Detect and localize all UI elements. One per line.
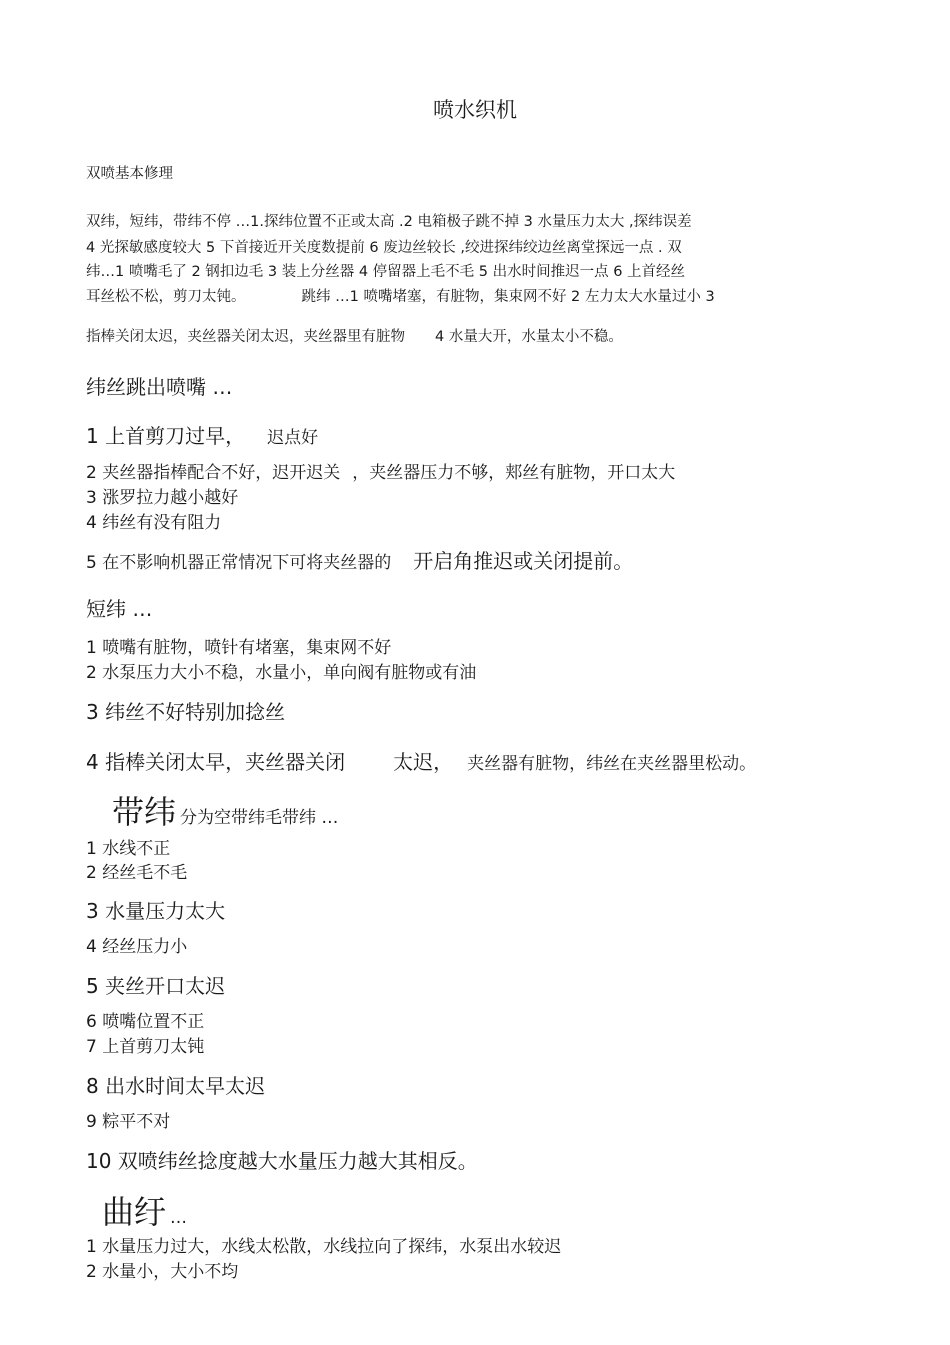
intro-line-3: 纬…1 喷嘴毛了 2 钢扣边毛 3 装上分丝器 4 停留器上毛不毛 5 出水时间推迟一点 6 上首经丝 [86, 264, 686, 280]
intro-line-4-part-b: 跳纬 …1 喷嘴堵塞，有脏物，集束网不好 2 左力太大水量过小 3 [301, 289, 715, 305]
section3-heading-text: 带纬 [112, 793, 177, 831]
section1-item-2 [86, 465, 675, 482]
intro-line-5-part-a: 指棒关闭太迟，夹丝器关闭太迟，夹丝器里有脏物 [86, 329, 405, 345]
section1-item-2-part-a: 2 夹丝器指棒配合不好，迟开迟关 [86, 463, 341, 483]
section-heading-with-weft [112, 793, 339, 831]
intro-line-5 [86, 330, 623, 345]
section1-item-2-part-b: ，夹丝器压力不够，郏丝有脏物，开口太大 [352, 463, 676, 483]
section1-item-1-part-a: 1 上首剪刀过早， [86, 424, 246, 448]
section1-item-4: 4 纬丝有没有阻力 [86, 513, 222, 533]
section3-item-10: 10 双喷纬丝捻度越大水量压力越大其相反。 [86, 1149, 478, 1173]
section2-item-2: 2 水泵压力大小不稳，水量小，单向阀有脏物或有油 [86, 663, 477, 683]
section4-heading-note: … [170, 1208, 188, 1228]
section-heading-short-weft: 短纬 … [86, 597, 153, 621]
section3-item-6: 6 喷嘴位置不正 [86, 1012, 205, 1032]
subtitle: 双喷基本修理 [86, 166, 173, 182]
section2-item-4-part-c: 夹丝器有脏物，纬丝在夹丝器里松动。 [467, 754, 757, 774]
section4-item-1: 1 水量压力过大，水线太松散，水线拉向了探纬，水泵出水较迟 [86, 1237, 562, 1257]
section2-item-4-part-b: 太迟， [393, 750, 454, 774]
section3-item-9: 9 粽平不对 [86, 1112, 171, 1132]
document-title: 喷水织机 [433, 98, 517, 122]
intro-line-2: 4 光探敏感度较大 5 下首接近开关度数提前 6 废边丝较长 ,绞进探纬绞边丝离堂探远一点 . 双 [86, 240, 682, 256]
intro-line-4 [86, 290, 715, 305]
intro-line-1: 双纬，短纬，带纬不停 …1.探纬位置不正或太高 .2 电箱极子跳不掉 3 水量压力太大 ,探纬误差 [86, 214, 692, 230]
intro-line-5-part-b: 4 水量大开，水量太小不稳。 [435, 329, 623, 345]
section-heading-weft-out-of-nozzle: 纬丝跳出喷嘴 … [86, 375, 233, 399]
section3-item-1: 1 水线不正 [86, 839, 171, 859]
intro-line-4-part-a: 耳丝松不松，剪刀太钝。 [86, 289, 246, 305]
section2-item-4-part-a: 4 指棒关闭太早，夹丝器关闭 [86, 750, 346, 774]
section4-item-2: 2 水量小，大小不均 [86, 1262, 239, 1282]
section1-item-3: 3 涨罗拉力越小越好 [86, 488, 239, 508]
section3-item-2: 2 经丝毛不毛 [86, 863, 188, 883]
section3-item-5: 5 夹丝开口太迟 [86, 974, 226, 998]
section1-item-5-part-b: 开启角推迟或关闭提前。 [413, 549, 634, 573]
section3-item-8: 8 出水时间太早太迟 [86, 1074, 266, 1098]
section2-item-3: 3 纬丝不好特别加捻丝 [86, 700, 286, 724]
section1-item-5-part-a: 5 在不影响机器正常情况下可将夹丝器的 [86, 553, 392, 573]
section-heading-curved-weft [102, 1193, 188, 1231]
section3-heading-note: 分为空带纬毛带纬 … [180, 808, 339, 828]
section1-item-5 [86, 551, 633, 572]
section2-item-1: 1 喷嘴有脏物，喷针有堵塞，集束网不好 [86, 638, 392, 658]
section1-item-1-part-b: 迟点好 [267, 428, 319, 448]
section3-item-3: 3 水量压力太大 [86, 899, 226, 923]
section3-item-7: 7 上首剪刀太钝 [86, 1037, 205, 1057]
section2-item-4 [86, 752, 756, 773]
section3-item-4: 4 经丝压力小 [86, 937, 188, 957]
section1-item-1 [86, 426, 318, 447]
section4-heading-text: 曲纡 [102, 1193, 167, 1231]
